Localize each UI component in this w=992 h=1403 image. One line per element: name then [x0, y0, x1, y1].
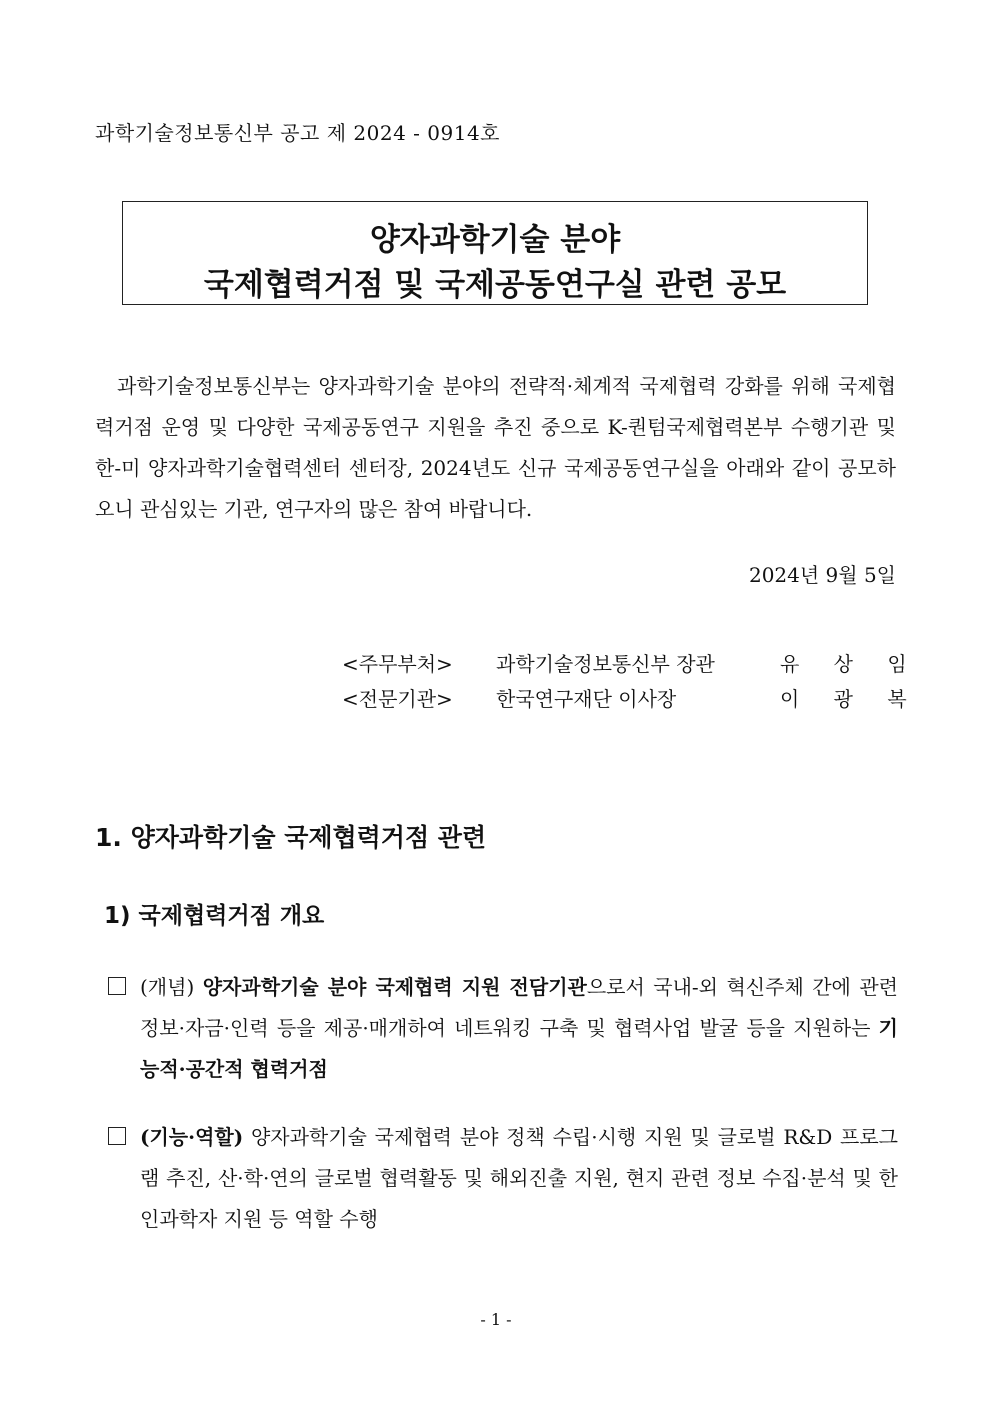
page-number: - 1 -: [480, 1310, 512, 1329]
org-role: <전문기관>: [342, 687, 453, 711]
org-name: 과학기술정보통신부 장관: [496, 652, 715, 676]
section-heading: 1. 양자과학기술 국제협력거점 관련: [95, 823, 487, 852]
org-person: 유 상 임: [780, 652, 921, 676]
item-label: (기능·역할): [140, 1125, 244, 1149]
checkbox-icon: [108, 977, 126, 995]
list-item-text: [140, 1117, 898, 1240]
org-role: <주무부처>: [342, 652, 453, 676]
subsection-heading: 1) 국제협력거점 개요: [104, 903, 325, 929]
item-label: (개념): [140, 975, 195, 999]
list-item-concept: [108, 967, 898, 1090]
list-item-role: [108, 1117, 898, 1240]
intro-paragraph: 과학기술정보통신부는 양자과학기술 분야의 전략적·체계적 국제협력 강화를 위해 국제협력거점 운영 및 다양한 국제공동연구 지원을 추진 중으로 K-퀀텀국제협력본부 수행기관 및 한-미 양자과학기술협력센터 센터장, 2024년도 신규 국제공동연구실을 아래와 같이 공모하오니 관심있는 기관, 연구자의 많은 참여 바랍니다.: [95, 374, 896, 521]
notice-number: 과학기술정보통신부 공고 제 2024 - 0914호: [95, 121, 501, 145]
announcement-date: 2024년 9월 5일: [748, 563, 896, 587]
item-text: 양자과학기술 국제협력 분야 정책 수립·시행 지원 및 글로벌 R&D 프로그램 추진, 산·학·연의 글로벌 협력활동 및 해외진출 지원, 현지 관련 정보 수집·분석 및 한인과학자 지원 등 역할 수행: [140, 1125, 898, 1231]
item-bold-end: 기능적·공간적 협력거점: [140, 1016, 898, 1081]
checkbox-icon: [108, 1127, 126, 1145]
organization-row-ministry: [342, 648, 921, 678]
org-person: 이 광 복: [780, 687, 921, 711]
title-line-1: 양자과학기술 분야: [369, 222, 621, 258]
list-item-text: [140, 967, 898, 1090]
title-line-2: 국제협력거점 및 국제공동연구실 관련 공모: [203, 267, 787, 303]
item-text: 으로서 국내-외 혁신주체 간에 관련 정보·자금·인력 등을 제공·매개하여 네트워킹 구축 및 협력사업 발굴 등을 지원하는: [140, 975, 898, 1040]
org-name: 한국연구재단 이사장: [496, 687, 677, 711]
organization-row-agency: [342, 683, 921, 713]
title-box: [122, 201, 868, 305]
item-bold-phrase: 양자과학기술 분야 국제협력 지원 전담기관: [202, 975, 587, 999]
